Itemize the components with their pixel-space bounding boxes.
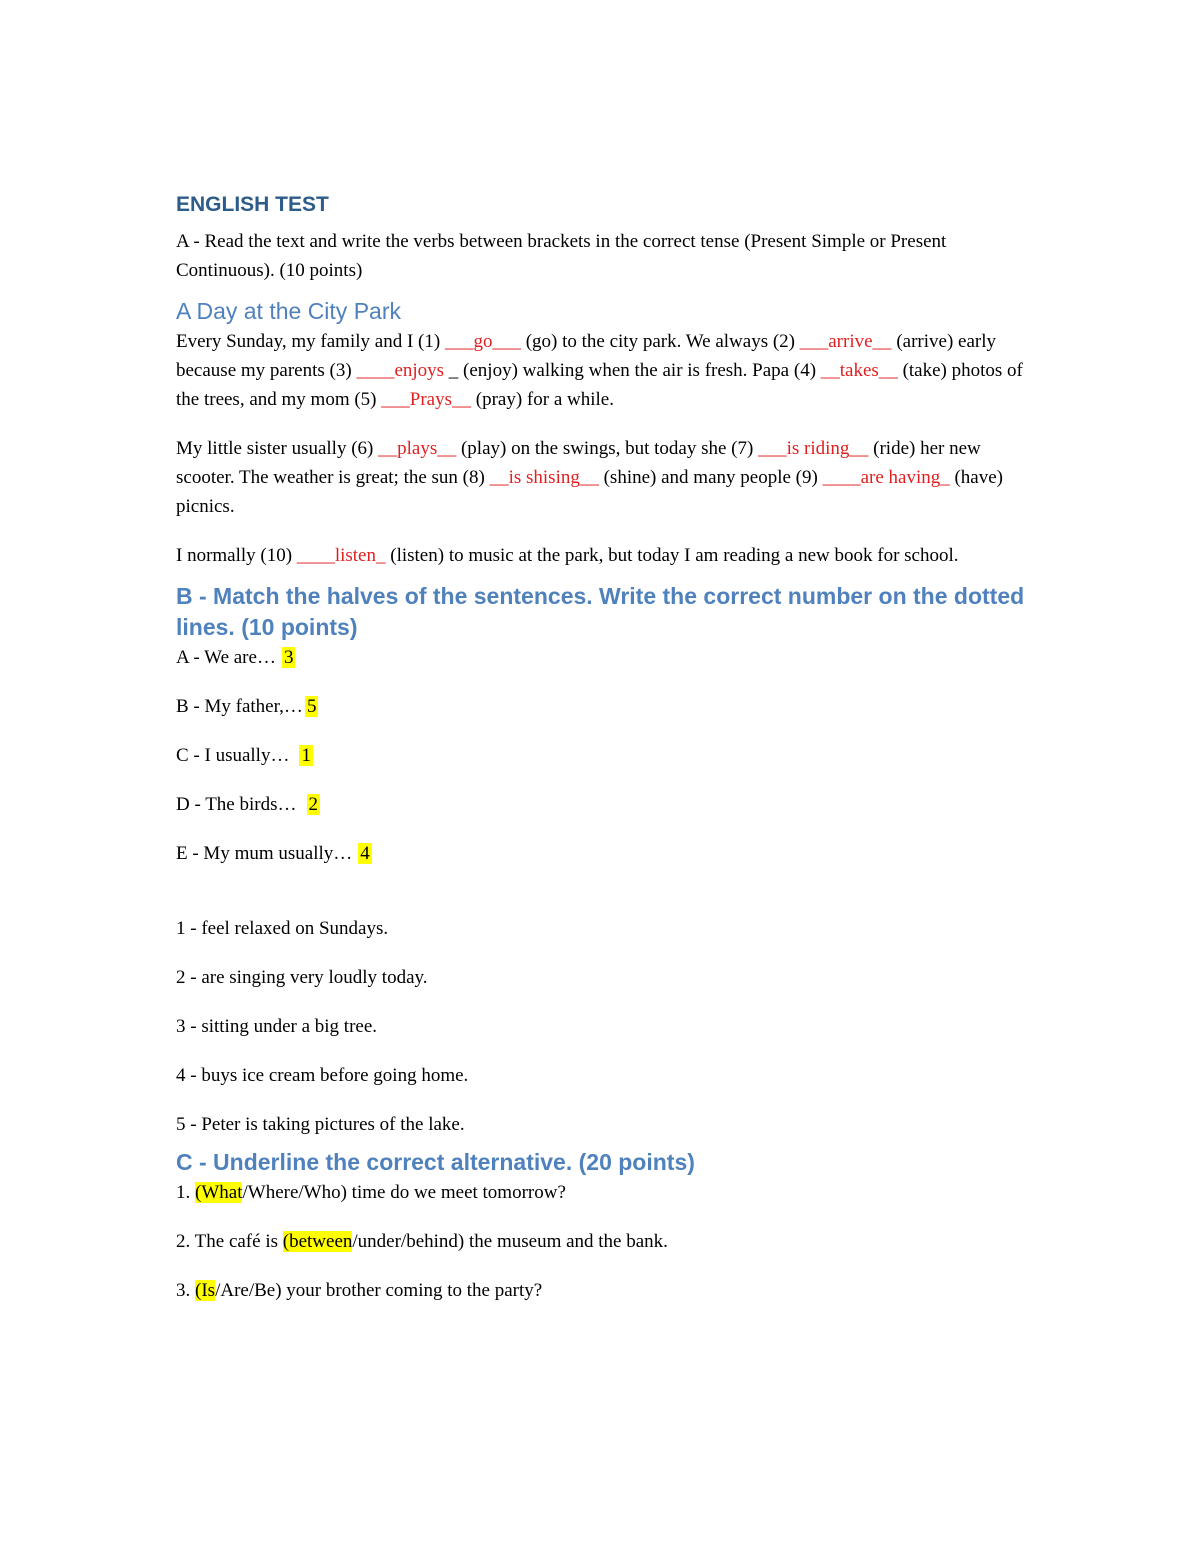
- question-2: 2. The café is (between/under/behind) the museum and the bank.: [176, 1231, 668, 1252]
- story-paragraph-2: [176, 434, 1036, 521]
- match-item: [176, 643, 1036, 672]
- part-c-heading: C - Underline the correct alternative. (20 points): [176, 1149, 695, 1175]
- selected-alternative[interactable]: (What: [195, 1182, 243, 1203]
- match-option: 4 - buys ice cream before going home.: [176, 1065, 469, 1086]
- answer-blank[interactable]: ___is riding__: [758, 438, 869, 459]
- match-item-text: E - My mum usually…: [176, 843, 353, 864]
- match-answer[interactable]: 2: [308, 794, 318, 815]
- selected-alternative[interactable]: (between: [282, 1231, 353, 1252]
- match-option: 3 - sitting under a big tree.: [176, 1016, 378, 1037]
- story-title: A Day at the City Park: [176, 298, 401, 324]
- answer-blank[interactable]: ____listen_: [296, 545, 386, 566]
- story-text: (ride) her new scooter. The weather is great; the sun (8): [176, 438, 981, 488]
- story-text: (arrive) early because my parents (3): [176, 331, 996, 381]
- match-option: 2 - are singing very loudly today.: [176, 967, 428, 988]
- match-answer[interactable]: 5: [306, 696, 317, 717]
- match-item-text: A - We are…: [176, 647, 276, 668]
- part-a-instruction: A - Read the text and write the verbs between brackets in the correct tense (Present Simple or Present Continuous). (10 points): [176, 231, 947, 281]
- story-text: My little sister usually (6): [176, 438, 379, 459]
- story-text: (listen) to music at the park, but today I am reading a new book for school.: [385, 545, 959, 566]
- story-text: (pray) for a while.: [471, 389, 614, 410]
- page-title: ENGLISH TEST: [176, 193, 329, 216]
- answer-blank[interactable]: ___go___: [444, 331, 521, 352]
- selected-alternative[interactable]: (Is: [195, 1280, 216, 1301]
- story-text: (take) photos of the trees, and my mom (5): [176, 360, 1023, 410]
- story-paragraph-1: [176, 327, 1036, 414]
- answer-blank[interactable]: ____enjoys: [356, 360, 449, 381]
- match-item: [176, 692, 1036, 721]
- story-text: (shine) and many people (9): [598, 467, 823, 488]
- match-item-text: D - The birds…: [176, 794, 297, 815]
- match-answer[interactable]: 4: [360, 843, 370, 864]
- match-item-text: B - My father,…: [176, 696, 303, 717]
- story-text: (go) to the city park. We always (2): [520, 331, 800, 352]
- document-body: [176, 190, 1036, 1325]
- match-answer[interactable]: 1: [301, 745, 311, 766]
- answer-blank[interactable]: __plays__: [378, 438, 457, 459]
- answer-blank[interactable]: ____are having_: [822, 467, 950, 488]
- story-text: (play) on the swings, but today she (7): [456, 438, 759, 459]
- match-options: [176, 914, 1036, 1139]
- answer-blank[interactable]: __is shising__: [489, 467, 599, 488]
- match-item: [176, 790, 1036, 819]
- match-option: 1 - feel relaxed on Sundays.: [176, 918, 389, 939]
- match-item: [176, 741, 1036, 770]
- story-text: _ (enjoy) walking when the air is fresh. Papa (4): [448, 360, 821, 381]
- answer-blank[interactable]: __takes__: [820, 360, 898, 381]
- question-3: 3. (Is/Are/Be) your brother coming to the party?: [176, 1280, 543, 1301]
- answer-blank[interactable]: ___arrive__: [799, 331, 892, 352]
- answer-blank[interactable]: ___Prays__: [381, 389, 471, 410]
- match-items: [176, 643, 1036, 868]
- story-text: I normally (10): [176, 545, 297, 566]
- match-option: 5 - Peter is taking pictures of the lake.: [176, 1114, 465, 1135]
- match-item: [176, 839, 1036, 868]
- story-paragraph-3: [176, 541, 1036, 570]
- part-b-heading: B - Match the halves of the sentences. Write the correct number on the dotted lines. (10 points): [176, 583, 1025, 640]
- match-answer[interactable]: 3: [283, 647, 294, 668]
- story-text: Every Sunday, my family and I (1): [176, 331, 445, 352]
- question-1: 1. (What/Where/Who) time do we meet tomorrow?: [176, 1182, 566, 1203]
- match-item-text: C - I usually…: [176, 745, 290, 766]
- story-text: (have) picnics.: [176, 467, 1004, 517]
